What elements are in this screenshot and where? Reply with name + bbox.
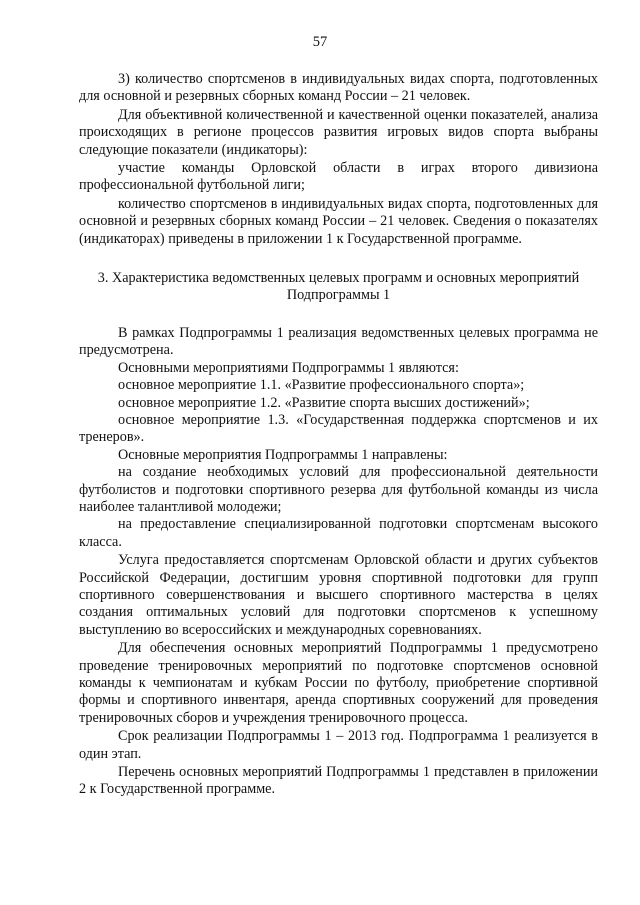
list-item: основное мероприятие 1.1. «Развитие профессионального спорта»; xyxy=(118,377,525,394)
paragraph: Основными мероприятиями Подпрограммы 1 являются: xyxy=(118,359,459,376)
paragraph: Срок реализации Подпрограммы 1 – 2013 год. Подпрограмма 1 реализуется в один этап. xyxy=(79,728,598,762)
list-item: основное мероприятие 1.3. «Государственная поддержка спортсменов и их тренеров». xyxy=(79,411,598,446)
paragraph: Перечень основных мероприятий Подпрограммы 1 представлен в приложении 2 к Государственной программе. xyxy=(79,764,598,798)
paragraph: Услуга предоставляется спортсменам Орловской области и других субъектов Российской Федерации, достигшим уровня спортивной подготовки для групп спортивного совершенствования и высшего спортивного мастерства в целях создания оптимальных условий для подготовки спортсменов к успешному выступлению во всероссийских и международных соревнованиях. xyxy=(79,552,598,638)
document-body xyxy=(79,71,598,799)
section-heading xyxy=(79,270,598,305)
list-item: на предоставление специализированной подготовки спортсменам высокого класса. xyxy=(79,516,598,550)
paragraph: В рамках Подпрограммы 1 реализация ведомственных целевых программа не предусмотрена. xyxy=(79,324,598,359)
list-item: на создание необходимых условий для профессиональной деятельности футболистов и подготовки спортивного резерва для футбольной команды из числа наиболее талантливой молодежи; xyxy=(79,464,598,515)
section-heading-line: Подпрограммы 1 xyxy=(286,287,391,304)
paragraph: Для объективной количественной и качественной оценки показателей, анализа происходящих в регионе процессов развития игровых видов спорта выбраны следующие показатели (индикаторы): xyxy=(79,106,598,158)
paragraph: Основные мероприятия Подпрограммы 1 направлены: xyxy=(118,446,448,463)
paragraph: 3) количество спортсменов в индивидуальных видах спорта, подготовленных для основной и резервных сборных команд России – 21 человек. xyxy=(79,71,598,105)
list-item: основное мероприятие 1.2. «Развитие спорта высших достижений»; xyxy=(118,394,530,411)
page-number: 57 xyxy=(312,34,328,50)
paragraph: Для обеспечения основных мероприятий Подпрограммы 1 предусмотрено проведение тренировочных мероприятий по подготовке спортсменов основной команды к чемпионатам и кубкам России по футболу, приобретение спортивной формы и спортивного инвентаря, аренда спортивных сооружений для проведения тренировочных сборов и учреждения тренировочного процесса. xyxy=(79,640,598,726)
paragraph: участие команды Орловской области в играх второго дивизиона профессиональной футбольной лиги; xyxy=(79,160,598,194)
section-heading-line: 3. Характеристика ведомственных целевых программ и основных мероприятий xyxy=(97,270,580,287)
paragraph: количество спортсменов в индивидуальных видах спорта, подготовленных для основной и резервных сборных команд России – 21 человек. Сведения о показателях (индикаторах) приведены в приложении 1 к Государственной программе. xyxy=(79,195,598,247)
